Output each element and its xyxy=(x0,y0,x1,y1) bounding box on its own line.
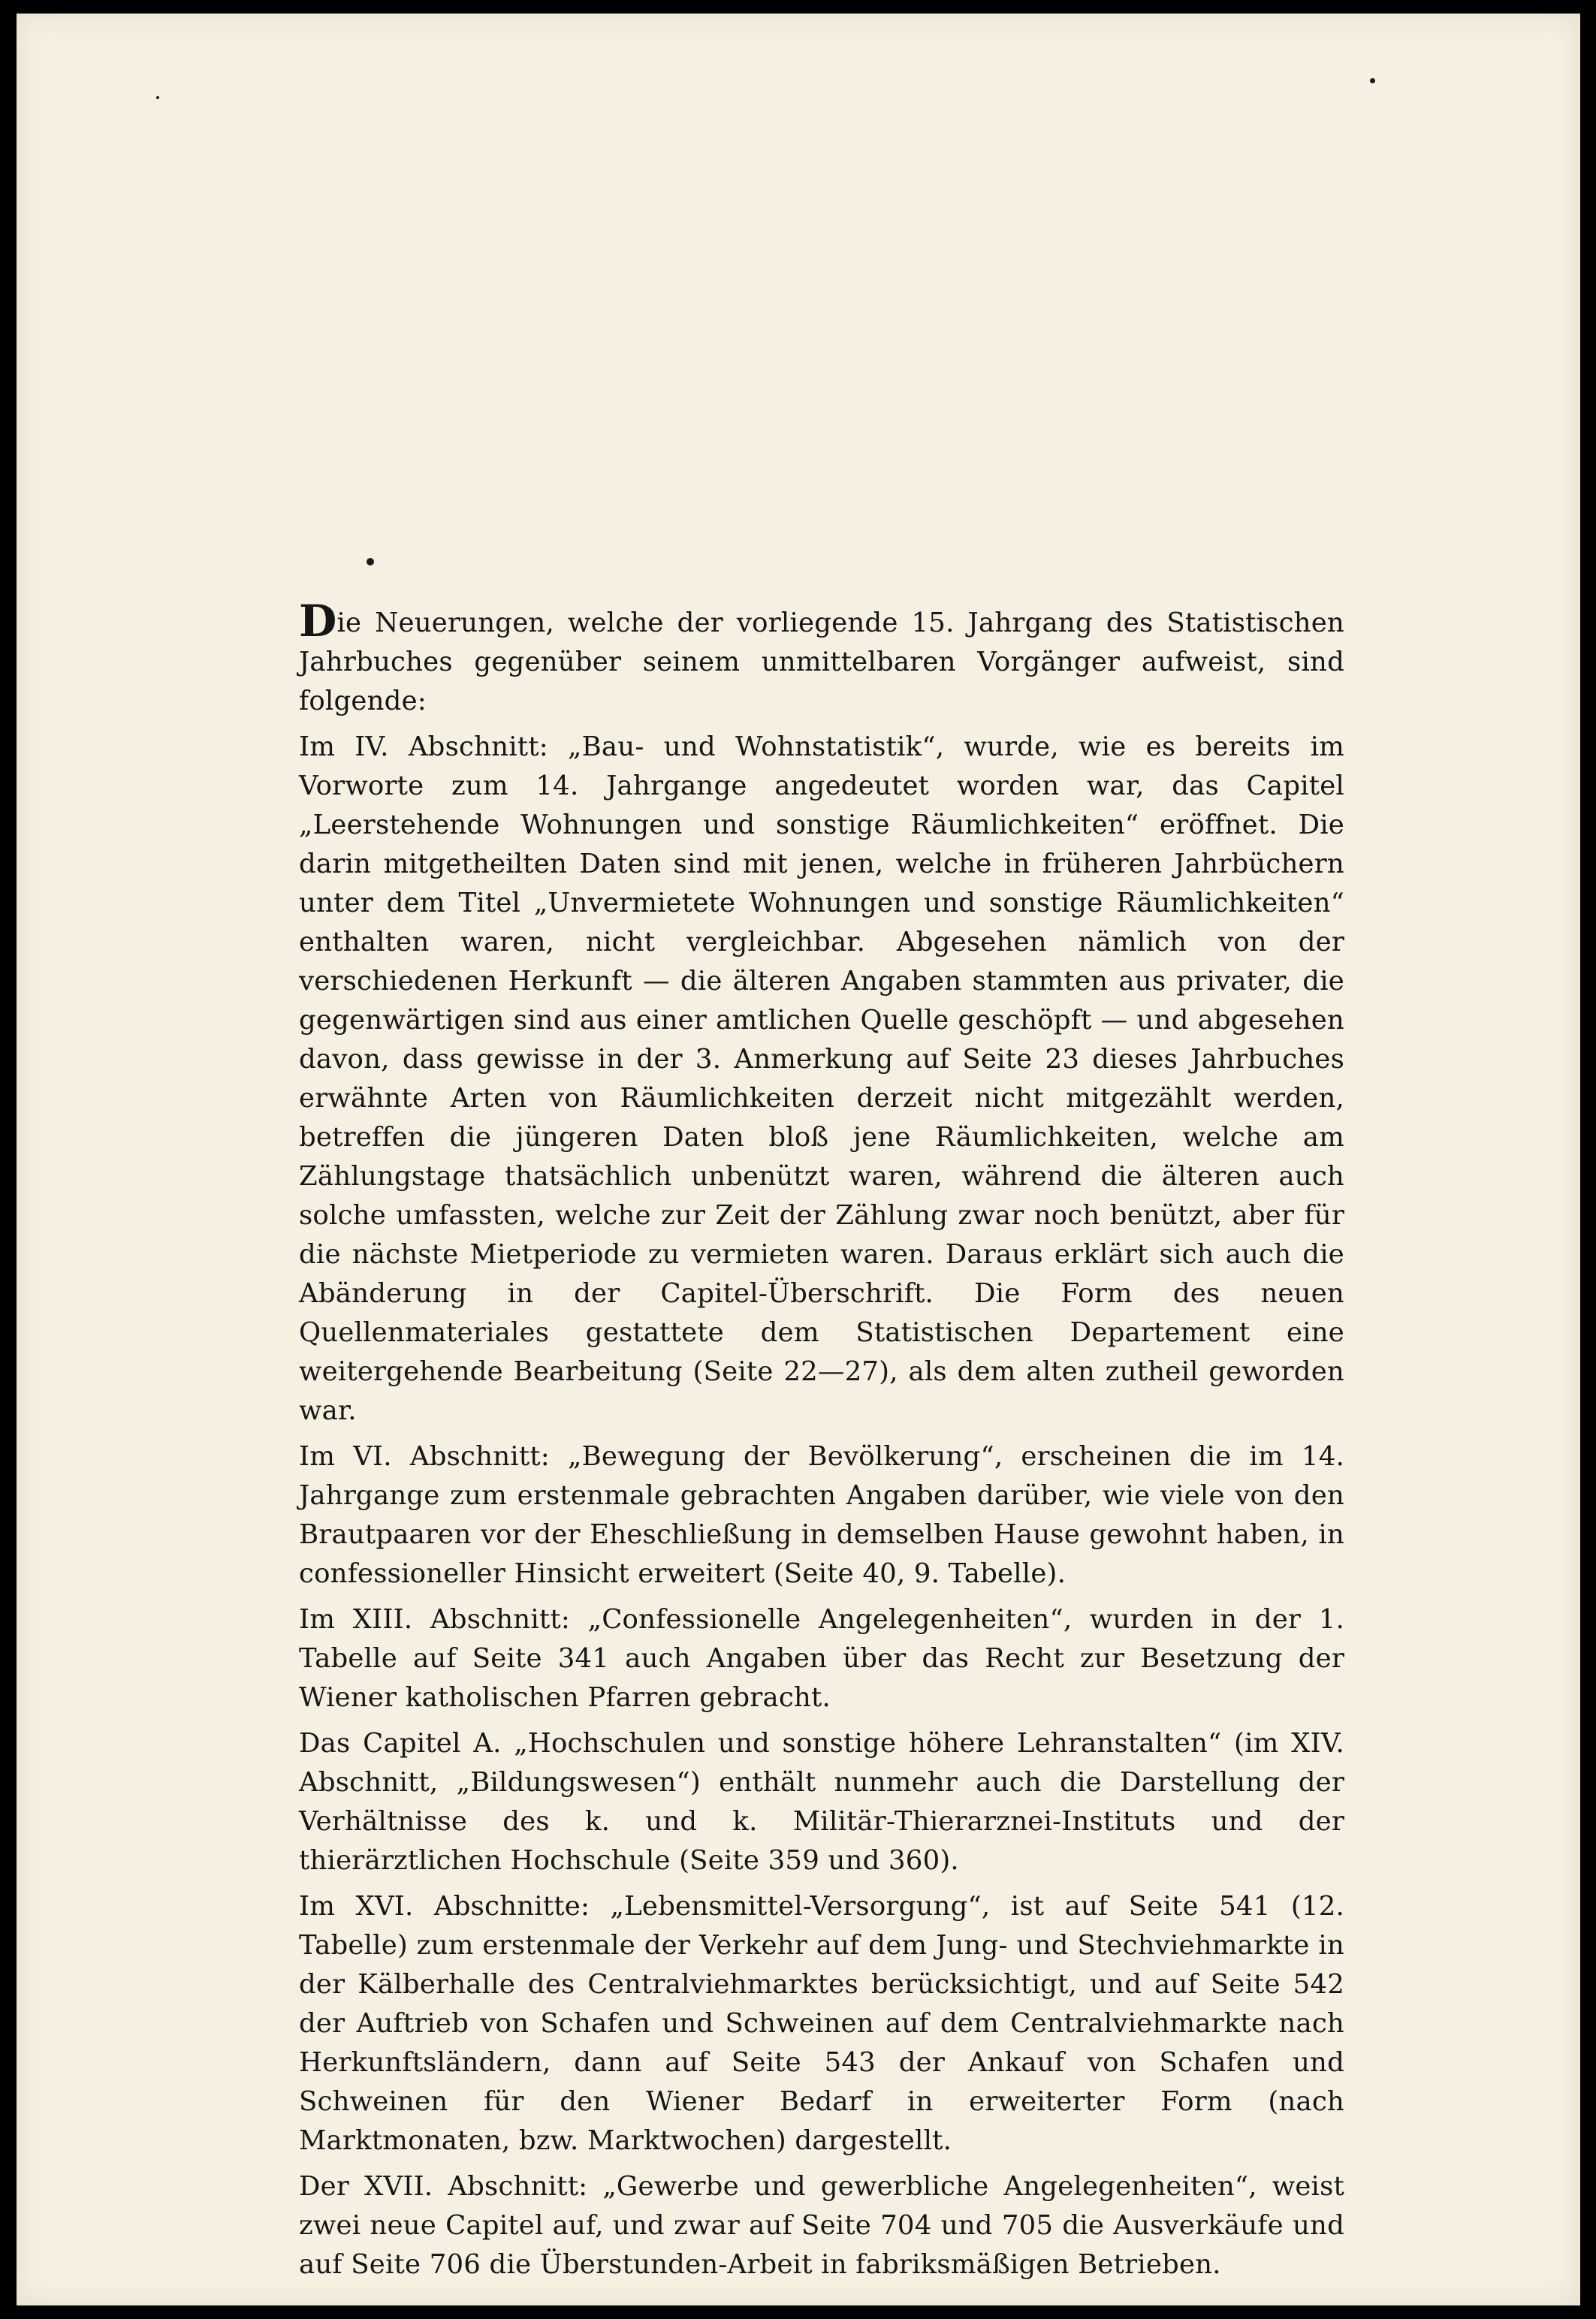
paragraph-section-xiv: Das Capitel A. „Hochschulen und sonstige höhere Lehranstalten“ (im XIV. Abschnitt, „Bildungswesen“) enthält nunmehr auch die Darstellung der Verhältnisse des k. und k. Militär-Thierarznei-Instituts und der thierärztlichen Hochschule (Seite 359 und 360). xyxy=(299,1728,1344,1876)
decorative-initial: D xyxy=(299,596,337,647)
intro-text: ie Neuerungen, welche der vorliegende 15. Jahrgang des Statistischen Jahrbuches gegenüber seinem unmittelbaren Vorgänger aufweist, sind folgende: xyxy=(299,608,1344,716)
ink-speck xyxy=(367,558,374,565)
ink-speck xyxy=(1370,78,1375,83)
paragraph-section-xiii: Im XIII. Abschnitt: „Confessionelle Angelegenheiten“, wurden in der 1. Tabelle auf Seite 341 auch Angaben über das Recht zur Besetzung der Wiener katholischen Pfarren gebracht. xyxy=(299,1604,1344,1713)
body-text xyxy=(299,596,1344,2284)
paragraph-section-xvii: Der XVII. Abschnitt: „Gewerbe und gewerbliche Angelegenheiten“, weist zwei neue Capitel auf, und zwar auf Seite 704 und 705 die Ausverkäufe und auf Seite 706 die Überstunden-Arbeit in fabriksmäßigen Betrieben. xyxy=(299,2171,1344,2280)
paragraph-section-xvi: Im XVI. Abschnitte: „Lebensmittel-Versorgung“, ist auf Seite 541 (12. Tabelle) zum erstenmale der Verkehr auf dem Jung- und Stechviehmarkte in der Kälberhalle des Centralviehmarktes berücksichtigt, und auf Seite 542 der Auftrieb von Schafen und Schweinen auf dem Centralviehmarkte nach Herkunftsländern, dann auf Seite 543 der Ankauf von Schafen und Schweinen für den Wiener Bedarf in erweiterter Form (nach Marktmonaten, bzw. Marktwochen) dargestellt. xyxy=(299,1891,1344,2156)
paragraph-section-iv: Im IV. Abschnitt: „Bau- und Wohnstatistik“, wurde, wie es bereits im Vorworte zum 14. Jahrgange angedeutet worden war, das Capitel „Leerstehende Wohnungen und sonstige Räumlichkeiten“ eröffnet. Die darin mitgetheilten Daten sind mit jenen, welche in früheren Jahrbüchern unter dem Titel „Unvermietete Wohnungen und sonstige Räumlichkeiten“ enthalten waren, nicht vergleichbar. Abgesehen nämlich von der verschiedenen Herkunft — die älteren Angaben stammten aus privater, die gegenwärtigen sind aus einer amtlichen Quelle geschöpft — und abgesehen davon, dass gewisse in der 3. Anmerkung auf Seite 23 dieses Jahrbuches erwähnte Arten von Räumlichkeiten derzeit nicht mitgezählt werden, betreffen die jüngeren Daten bloß jene Räumlichkeiten, welche am Zählungstage thatsächlich unbenützt waren, während die älteren auch solche umfassten, welche zur Zeit der Zählung zwar noch benützt, aber für die nächste Mietperiode zu vermieten waren. Daraus erklärt sich auch die Abänderung in der Capitel-Überschrift. Die Form des neuen Quellenmateriales gestattete dem Statistischen Departement eine weitergehende Bearbeitung (Seite 22—27), als dem alten zutheil geworden war. xyxy=(299,731,1344,1426)
ink-speck xyxy=(156,96,159,99)
paragraph-section-vi: Im VI. Abschnitt: „Bewegung der Bevölkerung“, erscheinen die im 14. Jahrgange zum erstenmale gebrachten Angaben darüber, wie viele von den Brautpaaren vor der Eheschließung in demselben Hause gewohnt haben, in confessioneller Hinsicht erweitert (Seite 40, 9. Tabelle). xyxy=(299,1441,1344,1589)
intro-paragraph xyxy=(299,596,1344,721)
